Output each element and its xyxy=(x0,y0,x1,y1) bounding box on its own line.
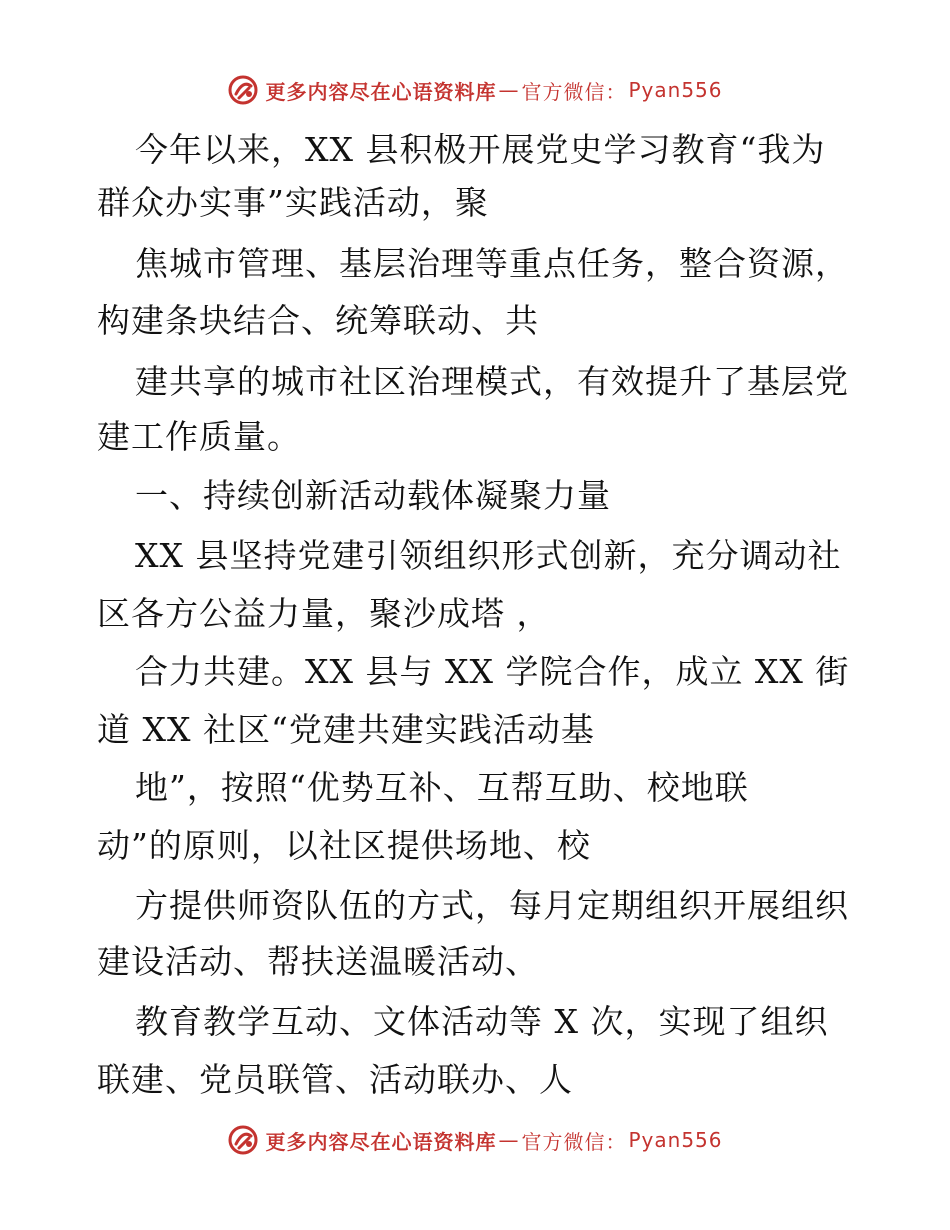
text-line: 联建、党员联管、活动联办、人 xyxy=(97,1060,573,1099)
banner-brand-text: 更多内容尽在心语资料库 xyxy=(265,1129,497,1154)
brand-logo-icon xyxy=(227,1124,259,1156)
text-line: 焦城市管理、基层治理等重点任务，整合资源， xyxy=(135,244,849,283)
text-line: 建设活动、帮扶送温暖活动、 xyxy=(97,942,539,981)
section-heading: 一、持续创新活动载体凝聚力量 xyxy=(135,476,611,515)
banner-brand-text: 更多内容尽在心语资料库 xyxy=(265,79,497,104)
text-line: 今年以来，XX 县积极开展党史学习教育“我为 xyxy=(135,130,826,169)
text-line: 地”，按照“优势互补、互帮互助、校地联 xyxy=(135,768,749,807)
text-line: 建共享的城市社区治理模式，有效提升了基层党 xyxy=(135,362,849,401)
text-line: 建工作质量。 xyxy=(97,417,301,456)
banner-separator: — xyxy=(498,78,520,102)
text-line: 合力共建。XX 县与 XX 学院合作，成立 XX 街 xyxy=(135,652,850,691)
text-line: 区各方公益力量，聚沙成塔 ， xyxy=(97,594,551,633)
text-line: XX 县坚持党建引领组织形式创新，充分调动社 xyxy=(135,536,842,575)
text-line: 方提供师资队伍的方式，每月定期组织开展组织 xyxy=(135,886,849,925)
text-line: 道 XX 社区“党建共建实践活动基 xyxy=(97,710,595,749)
banner-wechat-handle: Pyan556 xyxy=(628,78,723,102)
banner-wechat-handle: Pyan556 xyxy=(628,1128,723,1152)
footer-banner xyxy=(0,1120,950,1160)
header-banner xyxy=(0,70,950,110)
banner-official-label: 官方微信： xyxy=(521,1129,627,1154)
text-line: 构建条块结合、统筹联动、共 xyxy=(97,301,539,340)
banner-official-label: 官方微信： xyxy=(521,79,627,104)
brand-logo-icon xyxy=(227,74,259,106)
text-line: 群众办实事”实践活动，聚 xyxy=(97,183,489,222)
banner-separator: — xyxy=(498,1128,520,1152)
text-line: 教育教学互动、文体活动等 X 次，实现了组织 xyxy=(135,1002,829,1041)
text-line: 动”的原则，以社区提供场地、校 xyxy=(97,826,591,865)
